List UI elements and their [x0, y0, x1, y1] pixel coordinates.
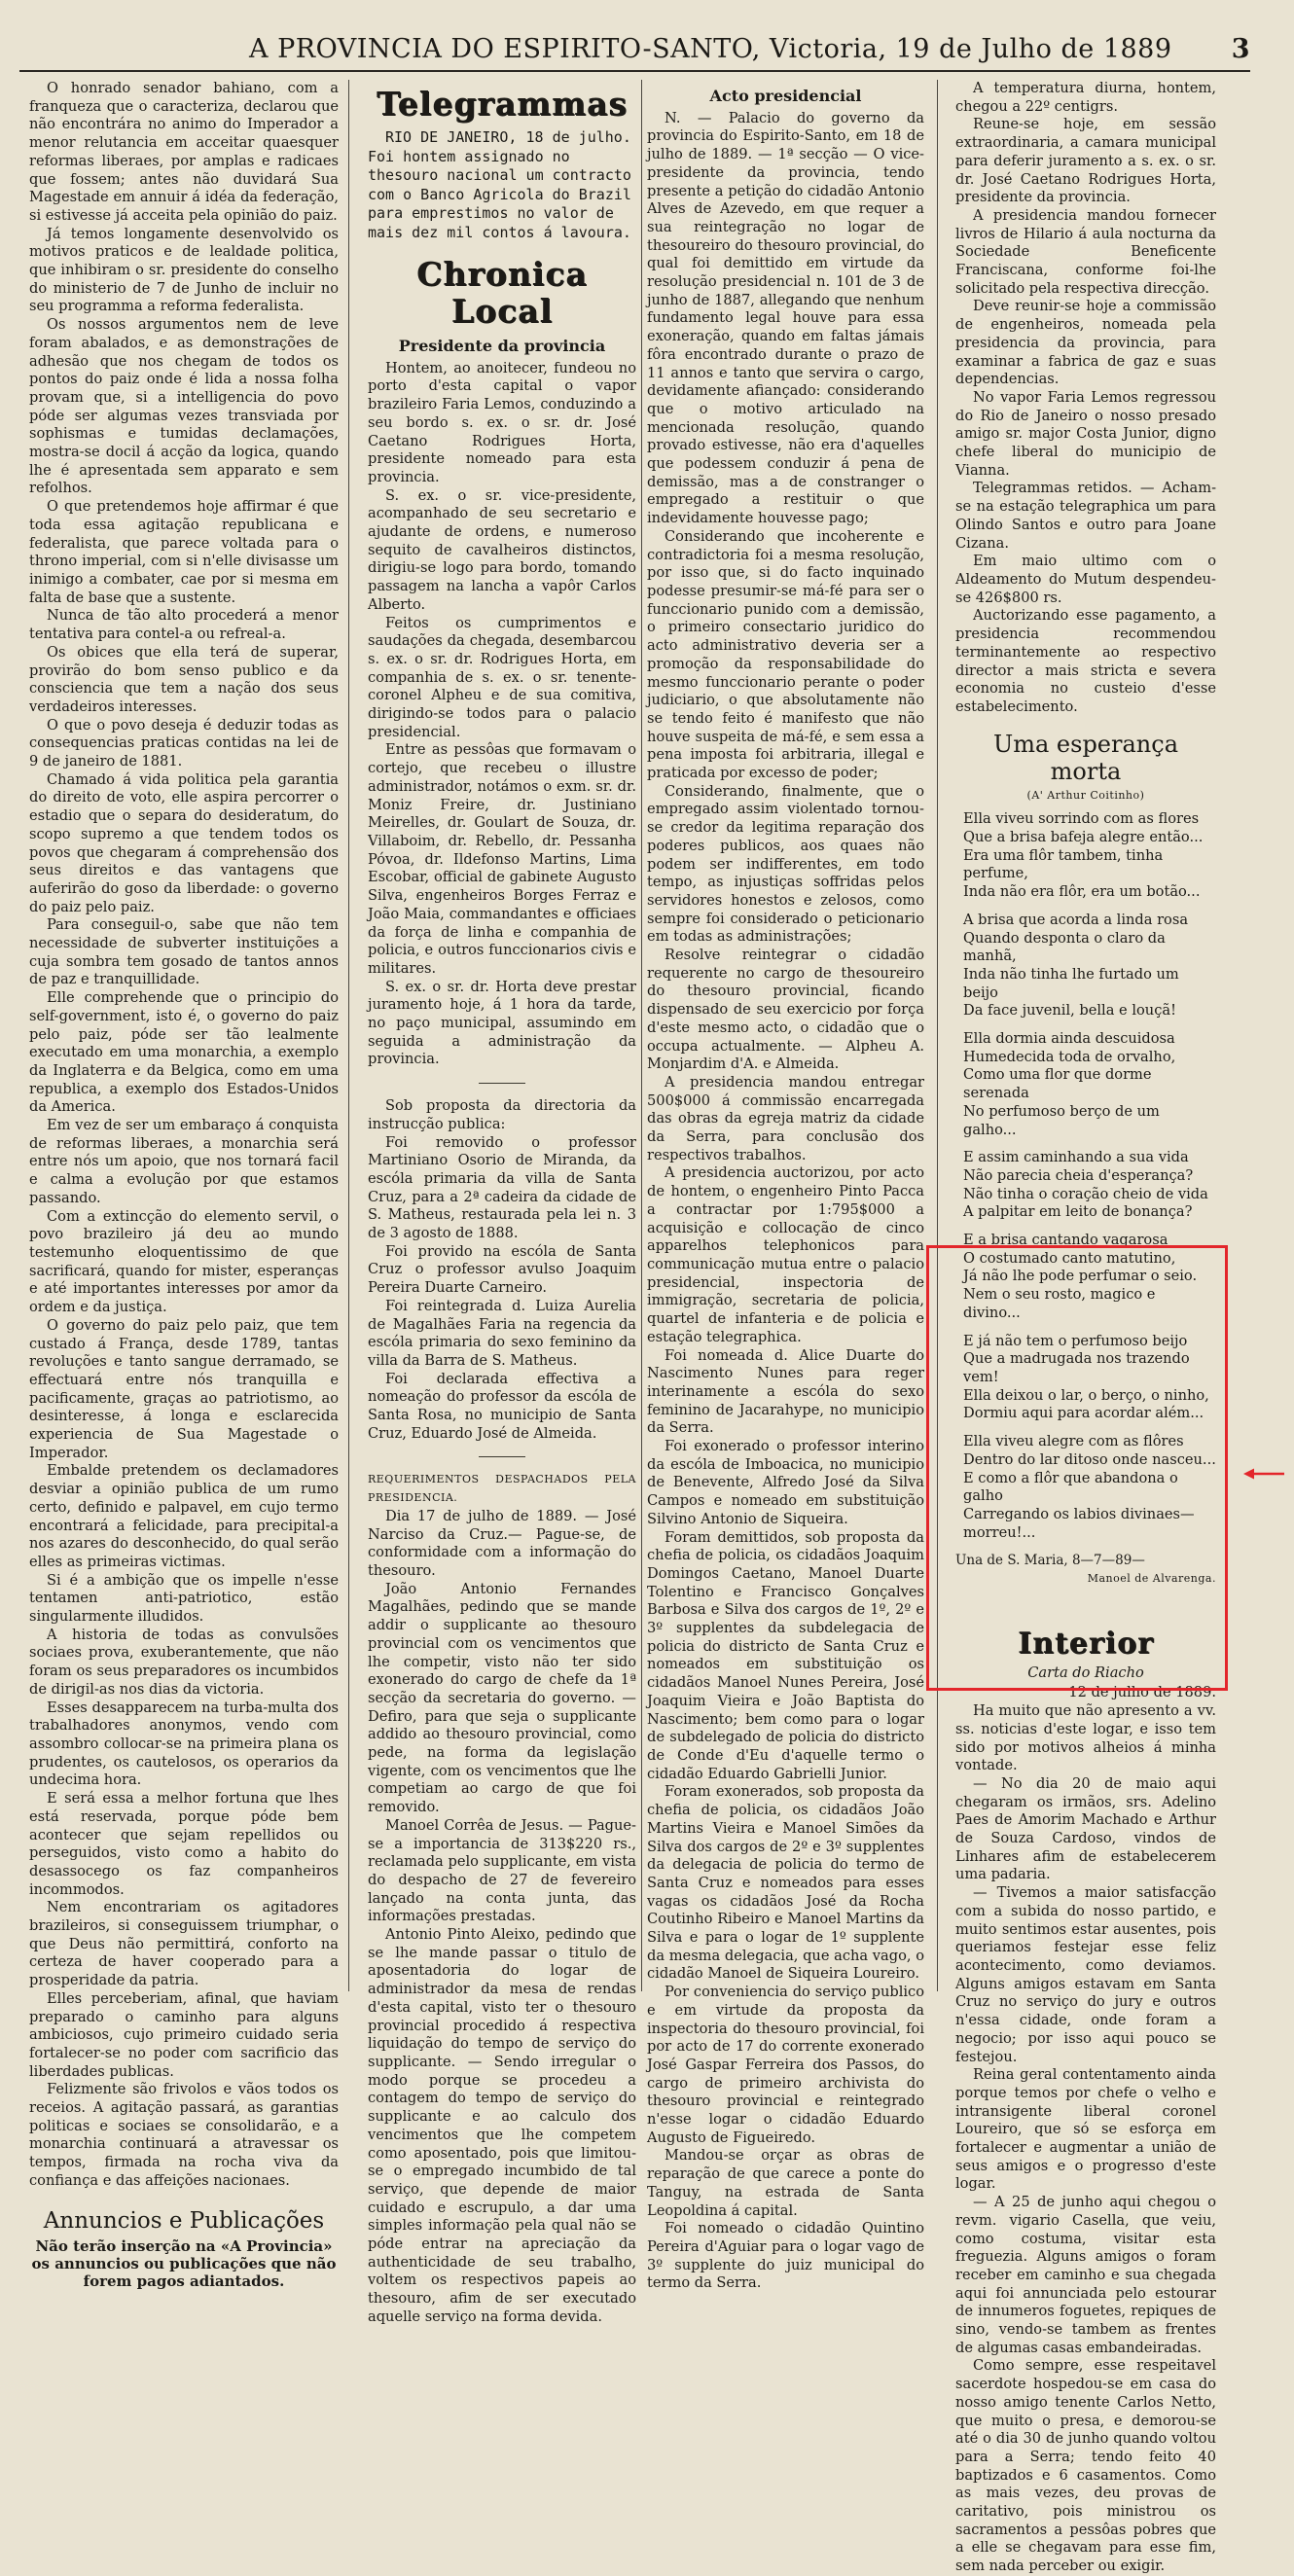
paragraph: — A 25 de junho aqui chegou o revm. vigario Casella, que veiu, como costuma, visitar esta freguezia. Alguns amigos o foram receber em caminho e sua chegada aqui foi annunciada pelo estourar de innumeros foguetes, repiques de sino, vendo-se tambem as frentes de algumas casas embandeiradas. — [955, 2194, 1216, 2356]
paragraph: Para conseguil-o, sabe que não tem necessidade de subverter instituições a cuja sombra tem gosado de tantos annos de paz e tranquillidade. — [29, 916, 339, 988]
poem-stanza — [955, 912, 1216, 1020]
paragraph: A presidencia mandou entregar 500$000 á commissão encarregada das obras da egreja matriz da cidade da Serra, para conclusão dos respectivos trabalhos. — [647, 1073, 924, 1163]
paragraph: Os nossos argumentos nem de leve foram abalados, e as demonstrações de adhesão que nos chegam de todos os pontos do paiz onde é lida a nossa folha provam que, si a intelligencia do povo póde ser algumas vezes transviada por sophismas e tumidas declamações, mostra-se docil á acção da logica, quando lhe é apresentada sem apparato e sem refolhos. — [29, 316, 339, 497]
poem-dedication: (A' Arthur Coitinho) — [1026, 788, 1145, 802]
paragraph: Embalde pretendem os declamadores desviar a opinião publica de um rumo certo, definido e palpavel, em cujo termo encontrará a felicidade, para precipital-a nos azares do desconhecido, do qual serão elles as primeiras victimas. — [29, 1462, 339, 1570]
chronica-title: Chronica Local — [416, 255, 588, 330]
paragraph: Foi declarada effectiva a nomeação do professor da escóla de Santa Rosa, no municipio de Santa Cruz, Eduardo José de Almeida. — [368, 1370, 636, 1442]
paragraph: Auctorizando esse pagamento, a presidencia recommendou terminantemente ao respectivo director a mais stricta e severa economia no custeio d'esse estabelecimento. — [955, 607, 1216, 715]
masthead-title: A PROVINCIA DO ESPIRITO-SANTO, Victoria, 19 de Julho de 1889 — [249, 34, 1172, 64]
poem-line: Inda não tinha lhe furtado um beijo — [963, 965, 1179, 1001]
paragraph: O governo do paiz pelo paiz, que tem custado á França, desde 1789, tantas revoluções e tanto sangue derramado, se effectuará entre nós tranquilla e pacificamente, graças ao patriotismo, ao desinteresse, á longa e esclarecida experiencia de Sua Magestade o Imperador. — [29, 1316, 339, 1461]
separator — [479, 1083, 525, 1084]
paragraph: Manoel Corrêa de Jesus. — Pague-se a importancia de 313$220 rs., reclamada pelo supplicante, em vista do despacho de 27 de fevereiro lançado na conta junta, das informações prestadas. — [368, 1816, 636, 1925]
paragraph: Considerando que incoherente e contradictoria foi a mesma resolução, por isso que, si do facto inquinado podesse presumir-se má-fé para ser o funccionario punido com a demissão, o primeiro consectario juridico do acto administrativo deveria ser a promoção da responsabilidade do mesmo funccionario perante o poder judiciario, o que absolutamente não se tendo feito é manifesto que não houve suspeita de má-fé, e sem essa a pena imposta foi arbitraria, illegal e praticada por excesso de poder; — [647, 527, 924, 782]
paragraph: Felizmente são frivolos e vãos todos os receios. A agitação passará, as garantias politicas e sociaes se consolidarão, e a monarchia continuará a atravessar os tempos, firmada na rocha viva da confiança e das affeições nacionaes. — [29, 2081, 339, 2189]
paragraph: A historia de todas as convulsões sociaes prova, exuberantemente, que não foram os seus preparadores os incumbidos de dirigil-as nos dias da victoria. — [29, 1626, 339, 1698]
poem-line: Ella viveu alegre com as flôres — [963, 1433, 1184, 1450]
column-rule — [641, 80, 642, 1991]
carta-title: Carta do Riacho — [1027, 1664, 1144, 1681]
poem-stanza — [955, 1149, 1216, 1222]
paragraph: Em maio ultimo com o Aldeamento do Mutum despendeu-se 426$800 rs. — [955, 553, 1216, 606]
page-number: 3 — [1231, 34, 1250, 64]
poem-line: Quando desponta o claro da manhã, — [963, 929, 1166, 965]
paragraph: Foi nomeado o cidadão Quintino Pereira d'Aguiar para o logar vago de 3º supplente do juiz municipal do termo da Serra. — [647, 2220, 924, 2292]
poem-line: No perfumoso berço de um galho... — [963, 1102, 1160, 1138]
acto-article — [647, 110, 924, 2293]
poem-line: Dormiu aqui para acordar além... — [963, 1405, 1204, 1422]
paragraph: A presidencia mandou fornecer livros de Hilario á aula nocturna da Sociedade Beneficente Franciscana, conforme foi-lhe solicitado pela respectiva direcção. — [955, 206, 1216, 297]
poem-line: Ella viveu sorrindo com as flores — [963, 810, 1200, 828]
paragraph: Deve reunir-se hoje a commissão de engenheiros, nomeada pela presidencia da provincia, para examinar a fabrica de gaz e suas dependencias. — [955, 298, 1216, 388]
column-2 — [368, 80, 636, 2325]
poem-line: E assim caminhando a sua vida — [963, 1149, 1189, 1166]
paragraph: Nunca de tão alto procederá a menor tentativa para contel-a ou refreal-a. — [29, 607, 339, 643]
poem-line: Que a madrugada nos trazendo vem! — [963, 1350, 1190, 1385]
telegramma-text: RIO DE JANEIRO, 18 de julho. Foi hontem assignado no thesouro nacional um contracto com o Banco Agricola do Brazil para emprestimos no valor de mais dez mil contos á lavoura. — [368, 128, 631, 241]
paragraph: O que pretendemos hoje affirmar é que toda essa agitação republicana e federalista, que parece voltada para o throno imperial, com si n'elle divisasse um inimigo a combater, cae por si mesma em falta de base que a sustente. — [29, 498, 339, 606]
carta-date: 12 de julho de 1889. — [1068, 1684, 1216, 1701]
annuncios-title: Annuncios e Publicações — [43, 2207, 325, 2234]
poem-line: O costumado canto matutino, — [963, 1249, 1176, 1267]
poem-line: Era uma flôr tambem, tinha perfume, — [963, 846, 1164, 882]
paragraph: Hontem, ao anoitecer, fundeou no porto d'esta capital o vapor brazileiro Faria Lemos, conduzindo a seu bordo s. ex. o sr. dr. José Caetano Rodrigues Horta, presidente nomeado para esta provincia. — [368, 359, 636, 485]
paragraph: Nem encontrariam os agitadores brazileiros, si conseguissem triumphar, o que Deus não permittirá, conforto na certeza de haver cooperado para a prosperidade da patria. — [29, 1899, 339, 1989]
poem-stanza — [955, 810, 1216, 902]
column-4 — [955, 80, 1216, 2575]
poem-line: Que a brisa bafeja alegre então... — [963, 829, 1204, 846]
poem-line: Carregando os labios divinaes—morreu!... — [963, 1505, 1195, 1541]
paragraph: — No dia 20 de maio aqui chegaram os irmãos, srs. Adelino Paes de Amorim Machado e Arthur de Souza Cardoso, vindos de Linhares afim de estabelecerem uma padaria. — [955, 1774, 1216, 1883]
carta-article — [955, 1702, 1216, 2576]
poem-line: Dentro do lar ditoso onde nasceu... — [963, 1450, 1216, 1468]
annuncios-notice: Não terão inserção na «A Provincia» os annuncios ou publicações que não forem pagos adiantados. — [31, 2236, 337, 2290]
paragraph: A presidencia auctorizou, por acto de hontem, o engenheiro Pinto Pacca a contractar por 1:795$000 a acquisição e collocação de cinco apparelhos telephonicos para communicação mutua entre o palacio presidencial, inspectoria de immigração, secretaria de policia, quartel de infanteria e de policia e estação telegraphica. — [647, 1164, 924, 1345]
presidente-article — [368, 360, 636, 1069]
paragraph: A temperatura diurna, hontem, chegou a 22º centigrs. — [955, 80, 1216, 115]
paragraph: Foi exonerado o professor interino da escóla de Imboacica, no municipio de Benevente, Alfredo José da Silva Campos e nomeado em substituição Silvino Antonio de Siqueira. — [647, 1438, 924, 1527]
editorial-article — [29, 80, 339, 2191]
paragraph: Si é a ambição que os impelle n'esse tentamen anti-patriotico, estão singularmente illudidos. — [29, 1571, 339, 1626]
paragraph: E será essa a melhor fortuna que lhes está reservada, porque póde bem acontecer que sejam repellidos ou perseguidos, visto como a habito do desassocego os faz companheiros incommodos. — [29, 1790, 339, 1898]
paragraph: S. ex. o sr. vice-presidente, acompanhado de seu secretario e ajudante de ordens, e numeroso sequito de cavalheiros distinctos, dirigiu-se logo para bordo, tomando passagem na lancha a vapôr Carlos Alberto. — [368, 486, 636, 613]
paragraph: Com a extincção do elemento servil, o povo brazileiro já deu ao mundo testemunho eloquentissimo de que sacrificará, quando for mister, esperanças e até importantes interesses por amor da ordem e da justiça. — [29, 1207, 339, 1316]
paragraph: Considerando, finalmente, que o empregado assim violentado tornou-se credor da legitima reparação dos poderes publicos, aos quaes não podem ser indifferentes, em todo tempo, as injustiças soffridas pelos servidores honestos e zelosos, como sempre foi considerado o peticionario em todas as administrações; — [647, 782, 924, 946]
poem-line: Ella dormia ainda descuidosa — [963, 1030, 1175, 1048]
paragraph: Foi provido na escóla de Santa Cruz o professor avulso Joaquim Pereira Duarte Carneiro. — [368, 1242, 636, 1297]
poem-line: Humedecida toda de orvalho, — [963, 1048, 1176, 1065]
paragraph: N. — Palacio do governo da provincia do Espirito-Santo, em 18 de julho de 1889. — 1ª secção — O vice-presidente da provincia, tendo presente a petição do cidadão Antonio Alves de Azevedo, em que requer a sua reintegração no logar de thesoureiro do thesouro provincial, do qual foi demittido em virtude da resolução presidencial n. 101 de 3 de junho de 1887, allegando que nenhum fundamento legal houve para essa exoneração, quando em faltas jámais fôra encontrado durante o prazo de 11 annos e tanto que servira o cargo, devidamente afiançado: considerando que o motivo articulado na mencionada resolução, quando provado estivesse, não era d'aquelles que podessem conduzir á pena de demissão, mas a de constranger o empregado a restituir o que indevidamente houvesse pago; — [647, 109, 924, 527]
paragraph: No vapor Faria Lemos regressou do Rio de Janeiro o nosso presado amigo sr. major Costa Junior, digno chefe liberal do municipio de Vianna. — [955, 388, 1216, 479]
paragraph: Elles perceberiam, afinal, que haviam preparado o caminho para alguns ambiciosos, cujo primeiro cuidado seria fortalecer-se no poder com sacrificio das liberdades publicas. — [29, 1989, 339, 2080]
requerimentos-article — [368, 1508, 636, 2327]
paragraph: Elle comprehende que o principio do self-government, isto é, o governo do paiz pelo paiz, póde ser tão lealmente executado em uma monarchia, a exemplo da Inglaterra e da Belgica, como em uma republica, a exemplo dos Estados-Unidos da America. — [29, 989, 339, 1116]
poem-place: Una de S. Maria, 8—7—89— — [955, 1553, 1145, 1569]
paragraph: O que o povo deseja é deduzir todas as consequencias praticas contidas na lei de 9 de janeiro de 1881. — [29, 716, 339, 770]
poem-stanza — [955, 1030, 1216, 1139]
column-rule — [348, 80, 349, 1991]
news-briefs — [955, 80, 1216, 717]
highlight-arrow-icon — [1243, 1467, 1284, 1481]
poem-line: Nem o seu rosto, magico e divino... — [963, 1286, 1156, 1321]
paragraph: Foram demittidos, sob proposta da chefia de policia, os cidadãos Joaquim Domingos Caetano, Manoel Duarte Tolentino e Francisco Gonçalves Barbosa e Silva dos cargos de 1º, 2º e 3º supplentes da subdelegacia de policia do districto de Santa Cruz e nomeados em substituição os cidadãos Manoel Nunes Pereira, José Joaquim Vieira e João Baptista do Nascimento; bem como para o logar de subdelegado de policia do districto de Conde d'Eu d'aquelle termo o cidadão Eduardo Gabrielli Junior. — [647, 1528, 924, 1782]
poem-line: Não tinha o coração cheio de vida — [963, 1185, 1208, 1202]
column-rule — [937, 80, 938, 1991]
paragraph: Resolve reintegrar o cidadão requerente no cargo de thesoureiro do thesouro provincial, ficando dispensado de seu exercicio por força d'este mesmo acto, o cidadão que o occupa actualmente. — Alpheu A. Monjardim d'A. e Almeida. — [647, 947, 924, 1073]
paragraph: Entre as pessôas que formavam o cortejo, que recebeu o illustre administrador, notámos o exm. sr. dr. Moniz Freire, dr. Justiniano Meirelles, dr. Goulart de Souza, dr. Villaboim, dr. Rebello, dr. Pessanha Póvoa, dr. Ildefonso Martins, Lima Escobar, official de gabinete Augusto Silva, engenheiros Borges Ferraz e João Maia, commandantes e officiaes da força de linha e companhia de policia, e outros funccionarios civis e militares. — [368, 741, 636, 977]
paragraph: S. ex. o sr. dr. Horta deve prestar juramento hoje, á 1 hora da tarde, no paço municipal, assumindo em seguida a administração da provincia. — [368, 978, 636, 1068]
paragraph: Chamado á vida politica pela garantia do direito de voto, elle aspira percorrer o estadio que o separa do desideratum, do scopo supremo a que tendem todos os povos que chegaram á comprehensão dos seus direitos e das vantagens que auferirão do goso da liberdade: o governo do paiz pelo paiz. — [29, 770, 339, 915]
paragraph: Telegrammas retidos. — Acham-se na estação telegraphica um para Olindo Santos e outro para Joane Cizana. — [955, 480, 1216, 552]
poem-line: Não parecia cheia d'esperança? — [963, 1166, 1194, 1184]
poem-line: Como uma flor que dorme serenada — [963, 1066, 1152, 1102]
highlight-box — [926, 1245, 1228, 1691]
paragraph: Feitos os cumprimentos e saudações da chegada, desembarcou s. ex. o sr. dr. Rodrigues Horta, em companhia de s. ex. o sr. tenente-coronel Alpheu e de sua comitiva, dirigindo-se todos para o palacio presidencial. — [368, 614, 636, 740]
paragraph: Ha muito que não apresento a vv. ss. noticias d'este logar, e isso tem sido por motivos alheios á minha vontade. — [955, 1702, 1216, 1774]
paragraph: João Antonio Fernandes Magalhães, pedindo que se mande addir o supplicante ao thesouro provincial com os vencimentos que lhe competir, visto não ter sido exonerado do cargo de chefe da 1ª secção da secretaria do governo. — Defiro, para que seja o supplicante addido ao thesouro provincial, como pede, na forma da legislação vigente, com os vencimentos que lhe competiam ao cargo de que foi removido. — [368, 1580, 636, 1816]
poem-line: Inda não era flôr, era um botão... — [963, 883, 1201, 901]
paragraph: Sob proposta da directoria da instrucção publica: — [368, 1097, 636, 1132]
paragraph: Foi nomeada d. Alice Duarte do Nascimento Nunes para reger interinamente a escóla do sexo feminino de Jacarahype, no municipio da Serra. — [647, 1346, 924, 1437]
paragraph: — Tivemos a maior satisfacção com a subida do nosso partido, e muito sentimos estar ausentes, pois queriamos festejar esse feliz acontecimento, como deviamos. Alguns amigos estavam em Santa Cruz no serviço do jury e outros n'essa cidade, onde foram a negocio; por isso aqui pouco se festejou. — [955, 1884, 1216, 2065]
poem-line: E como a flôr que abandona o galho — [963, 1469, 1178, 1505]
poem-line: A palpitar em leito de bonança? — [963, 1203, 1193, 1221]
poem-line: Da face juvenil, bella e louçã! — [963, 1002, 1176, 1020]
paragraph: Já temos longamente desenvolvido os motivos praticos e de lealdade politica, que inhibiram o sr. presidente do conselho do ministerio de 7 de Junho de incluir no seu programma a reforma federalista. — [29, 225, 339, 315]
paragraph: Foi reintegrada d. Luiza Aurelia de Magalhães Faria na regencia da escóla primaria do sexo feminino da villa da Barra de S. Matheus. — [368, 1297, 636, 1369]
column-1 — [29, 80, 339, 2290]
paragraph: O honrado senador bahiano, com a franqueza que o caracteriza, declarou que não encontrára no animo do Imperador a menor relutancia em acceitar quaesquer reformas liberaes, por amplas e radicaes que fossem; antes não duvidará Sua Magestade em annuir á idéa da federação, si estivesse já acceita pela opinião do paiz. — [29, 80, 339, 224]
paragraph: Reune-se hoje, em sessão extraordinaria, a camara municipal para deferir juramento a s. ex. o sr. dr. José Caetano Rodrigues Horta, presidente da provincia. — [955, 116, 1216, 206]
paragraph: Como sempre, esse respeitavel sacerdote hospedou-se em casa do nosso amigo tenente Carlos Netto, que muito o presa, e demorou-se até o dia 30 de junho quando voltou para a Serra; tendo feito 40 baptizados e 6 casamentos. Como as mais vezes, deu provas de caritativo, pois ministrou os sacramentos a pessôas pobres que a elle se chegavam para esse fim, sem nada perceber ou exigir. — [955, 2357, 1216, 2575]
telegrammas-title: Telegrammas — [377, 85, 628, 123]
paragraph: Foram exonerados, sob proposta da chefia de policia, os cidadãos João Martins Vieira e Manoel Simões da Silva dos cargos de 2º e 3º supplentes da delegacia de policia do termo de Santa Cruz e nomeados para esses vagas os cidadãos José da Rocha Coutinho Ribeiro e Manoel Martins da Silva e para o logar de 1º supplente da mesma delegacia, que acha vago, o cidadão Manoel de Siqueira Loureiro. — [647, 1783, 924, 1983]
poem-line: Ella deixou o lar, o berço, o ninho, — [963, 1386, 1209, 1404]
interior-title: Interior — [1018, 1626, 1154, 1661]
paragraph: Reina geral contentamento ainda porque temos por chefe o velho e intransigente liberal coronel Loureiro, que só se esforça em fortalecer e augmentar a união de seus amigos e o progresso d'este logar. — [955, 2066, 1216, 2193]
poem-line: Já não lhe pode perfumar o seio. — [963, 1268, 1198, 1285]
paragraph: Esses desapparecem na turba-multa dos trabalhadores anonymos, vendo com assombro collocar-se na primeira plana os prudentes, os cautelosos, os operarios da undecima hora. — [29, 1699, 339, 1789]
column-3 — [647, 80, 924, 2292]
poem-line: E já não tem o perfumoso beijo — [963, 1332, 1188, 1349]
masthead — [19, 29, 1250, 72]
paragraph: Por conveniencia do serviço publico e em virtude da proposta da inspectoria do thesouro provincial, foi por acto de 17 do corrente exonerado José Gaspar Ferreira dos Passos, do cargo de primeiro archivista do thesouro provincial e reintegrado n'esse logar o cidadão Eduardo Augusto de Figueiredo. — [647, 1984, 924, 2146]
paragraph: Os obices que ella terá de superar, provirão do bom senso publico e da consciencia que tem a nação dos seus verdadeiros interesses. — [29, 643, 339, 715]
paragraph: Mandou-se orçar as obras de reparação de que carece a ponte do Tanguy, na estrada de Santa Leopoldina á capital. — [647, 2147, 924, 2219]
paragraph: Dia 17 de julho de 1889. — José Narciso da Cruz.— Pague-se, de conformidade com a informação do thesouro. — [368, 1507, 636, 1579]
instrucao-article — [368, 1097, 636, 1443]
requerimentos-head: REQUERIMENTOS DESPACHADOS PELA PRESIDENCIA. — [368, 1473, 636, 1505]
paragraph: Em vez de ser um embaraço á conquista de reformas liberaes, a monarchia será entre nós um apoio, que nos tornará facil e calma a evolução por que estamos passando. — [29, 1117, 339, 1206]
acto-title: Acto presidencial — [709, 87, 862, 105]
poem-signature: Manoel de Alvarenga. — [1087, 1572, 1216, 1586]
poem-line: E a brisa cantando vagarosa — [963, 1232, 1168, 1249]
poem-line: A brisa que acorda a linda rosa — [963, 911, 1189, 928]
poem-title: Uma esperança morta — [993, 730, 1178, 785]
paragraph: Foi removido o professor Martiniano Osorio de Miranda, da escóla primaria da villa de Santa Cruz, para a 2ª cadeira da cidade de S. Matheus, restaurada pela lei n. 3 de 3 agosto de 1888. — [368, 1133, 636, 1242]
paragraph: Antonio Pinto Aleixo, pedindo que se lhe mande passar o titulo de aposentadoria do logar de administrador da mesa de rendas d'esta capital, visto ter o thesouro provincial procedido á respectiva liquidação do tempo de serviço do supplicante. — Sendo irregular o modo porque se procedeu a contagem do tempo de serviço do supplicante e ao calculo dos vencimentos que lhe competem como aposentado, pois que limitou-se o empregado incumbido de tal serviço, que depende de maior cuidado e escrupulo, a dar uma simples informação pela qual não se póde entrar na apreciação da authenticidade de seu trabalho, voltem os respectivos papeis ao thesouro, afim de ser executado aquelle serviço na forma devida. — [368, 1926, 636, 2325]
separator — [479, 1456, 525, 1457]
presidente-head: Presidente da provincia — [398, 337, 606, 355]
